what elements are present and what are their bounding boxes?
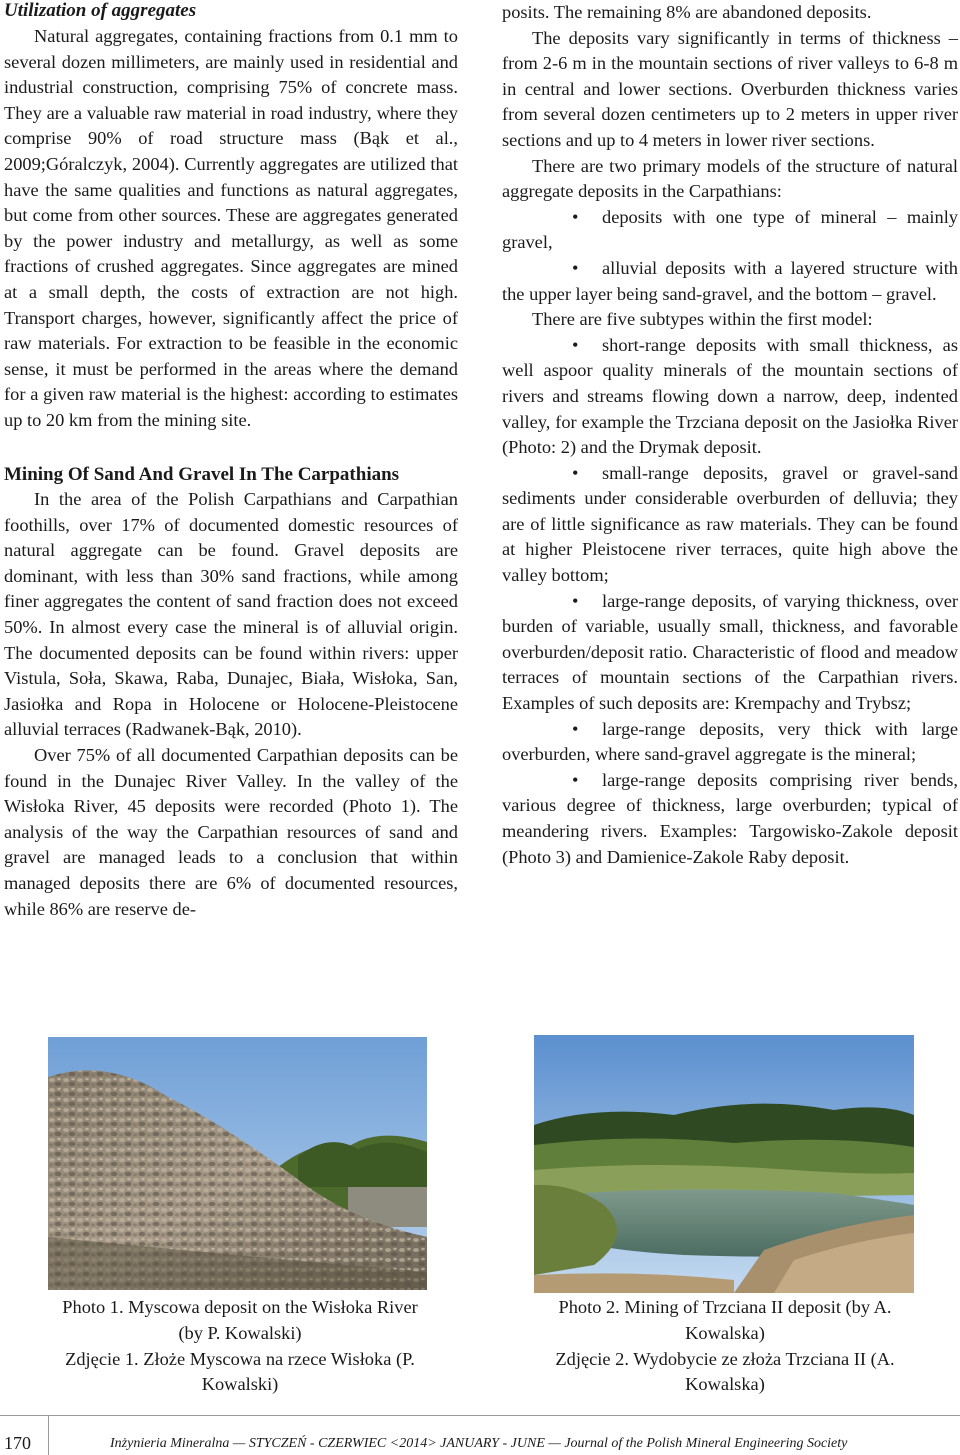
left-column [4,0,458,922]
bullet-text: large-range deposits, very thick with large overburden, where sand-gravel aggregate is the mineral; [502,718,958,765]
caption-photo1-pl: Zdjęcie 1. Złoże Myscowa na rzece Wisłoka (P. Kowalski) [65,1348,415,1395]
bullet-dot: • [572,590,579,611]
bullet-dot: • [572,769,579,790]
bullet-item [502,768,958,870]
bullet-dot: • [572,206,579,227]
caption-photo1-en: Photo 1. Myscowa deposit on the Wisłoka River (by P. Kowalski) [62,1297,418,1343]
footer-divider [0,1415,960,1416]
bullet-text: large-range deposits comprising river bends, various degree of thickness, large overburden; typical of meandering rivers. Examples: Targowisko-Zakole deposit (Photo 3) and Damienice-Zakole Raby deposit. [502,769,958,867]
section-heading-utilization: Utilization of aggregates [4,0,197,21]
photo-trzciana-pond [534,1035,914,1293]
bullet-item [502,717,958,768]
page-number: 170 [4,1433,31,1453]
caption-photo1 [60,1295,420,1398]
right-column [502,0,958,870]
paragraph-subtypes: There are five subtypes within the first model: [532,309,873,330]
paragraph-continued: posits. The remaining 8% are abandoned deposits. [502,2,872,22]
bullet-text: alluvial deposits with a layered structure with the upper layer being sand-gravel, and the bottom – gravel. [502,257,958,304]
caption-photo2-pl: Zdjęcie 2. Wydobycie ze złoża Trzciana II (A. Kowalska) [555,1348,895,1395]
bullet-dot: • [572,334,579,355]
section-heading-mining: Mining Of Sand And Gravel In The Carpathians [4,463,400,485]
paragraph-thickness: The deposits vary significantly in terms of thickness – from 2-6 m in the mountain sections of river valleys to 6-8 m in central and lower sections. Overburden thickness varies from several dozen centimeters up to 2 meters in upper river sections and up to 4 meters in lower river sections. [502,27,958,150]
paragraph-carpathians: In the area of the Polish Carpathians and Carpathian foothills, over 17% of documented domestic resources of natural aggregate can be found. Gravel deposits are dominant, with less than 30% sand fractions, while among finer aggregates the content of sand fraction does not exceed 50%. In almost every case the mineral is of alluvial origin. The documented deposits can be found within rivers: upper Vistula, Soła, Skawa, Raba, Dunajec, Biała, Wisłoka, San, Jasiołka and Ropa in Holocene or Holocene-Pleistocene alluvial terraces (Radwanek-Bąk, 2010). [4,489,458,740]
caption-photo2 [540,1295,910,1398]
bullet-item [502,333,958,461]
caption-photo2-en: Photo 2. Mining of Trzciana II deposit (by A. Kowalska) [558,1297,892,1343]
bullet-dot: • [572,462,579,483]
bullet-item [502,589,958,717]
bullet-text: small-range deposits, gravel or gravel-sand sediments under considerable overburden of delluvia; they are of little significance as raw materials. They can be found at higher Pleistocene river terraces, quite high above the valley bottom; [502,462,958,586]
bullet-text: deposits with one type of mineral – mainly gravel, [502,206,958,253]
footer-vertical-divider [48,1415,49,1455]
bullet-item [502,205,958,256]
paragraph-utilization: Natural aggregates, containing fractions from 0.1 mm to several dozen millimeters, are mainly used in residential and industrial construction, comprising 75% of concrete mass. They are a valuable raw material in road industry, where they comprise 90% of road structure mass (Bąk et al., 2009;Góralczyk, 2004). Currently aggregates are utilized that have the same qualities and functions as natural aggregates, but come from other sources. These are aggregates generated by the power industry and metallurgy, as well as some fractions of crushed aggregates. Since aggregates are mined at a small depth, the costs of extraction are not high. Transport charges, however, significantly affect the price of raw materials. For extraction to be feasible in the economic sense, it must be performed in the areas where the demand for a given raw material is the highest: according to estimates up to 20 km from the mining site. [4,26,458,430]
bullet-dot: • [572,718,579,739]
paragraph-models: There are two primary models of the structure of natural aggregate deposits in the Carpathians: [502,155,958,202]
photo-myscowa-gravel-pile [48,1037,427,1290]
bullet-text: large-range deposits, of varying thickness, over burden of variable, usually small, thickness, and favorable overburden/deposit ratio. Characteristic of flood and meadow terraces of mountain sections of the Carpathian rivers. Examples of such deposits are: Krempachy and Trybsz; [502,590,958,714]
bullet-text: short-range deposits with small thickness, as well aspoor quality minerals of the mountain sections of rivers and streams flowing down a narrow, deep, indented valley, for example the Trzciana deposit on the Jasiołka River (Photo: 2) and the Drymak deposit. [502,334,958,458]
bullet-item [502,461,958,589]
footer-journal: Inżynieria Mineralna — STYCZEŃ - CZERWIEC <2014> JANUARY - JUNE — Journal of the Polish Mineral Engineering Society [110,1436,848,1451]
paragraph-dunajec: Over 75% of all documented Carpathian deposits can be found in the Dunajec River Valley. In the valley of the Wisłoka River, 45 deposits were recorded (Photo 1). The analysis of the way the Carpathian resources of sand and gravel are managed leads to a conclusion that within managed deposits there are 6% of documented resources, while 86% are reserve de- [4,745,458,919]
bullet-dot: • [572,257,579,278]
bullet-item [502,256,958,307]
